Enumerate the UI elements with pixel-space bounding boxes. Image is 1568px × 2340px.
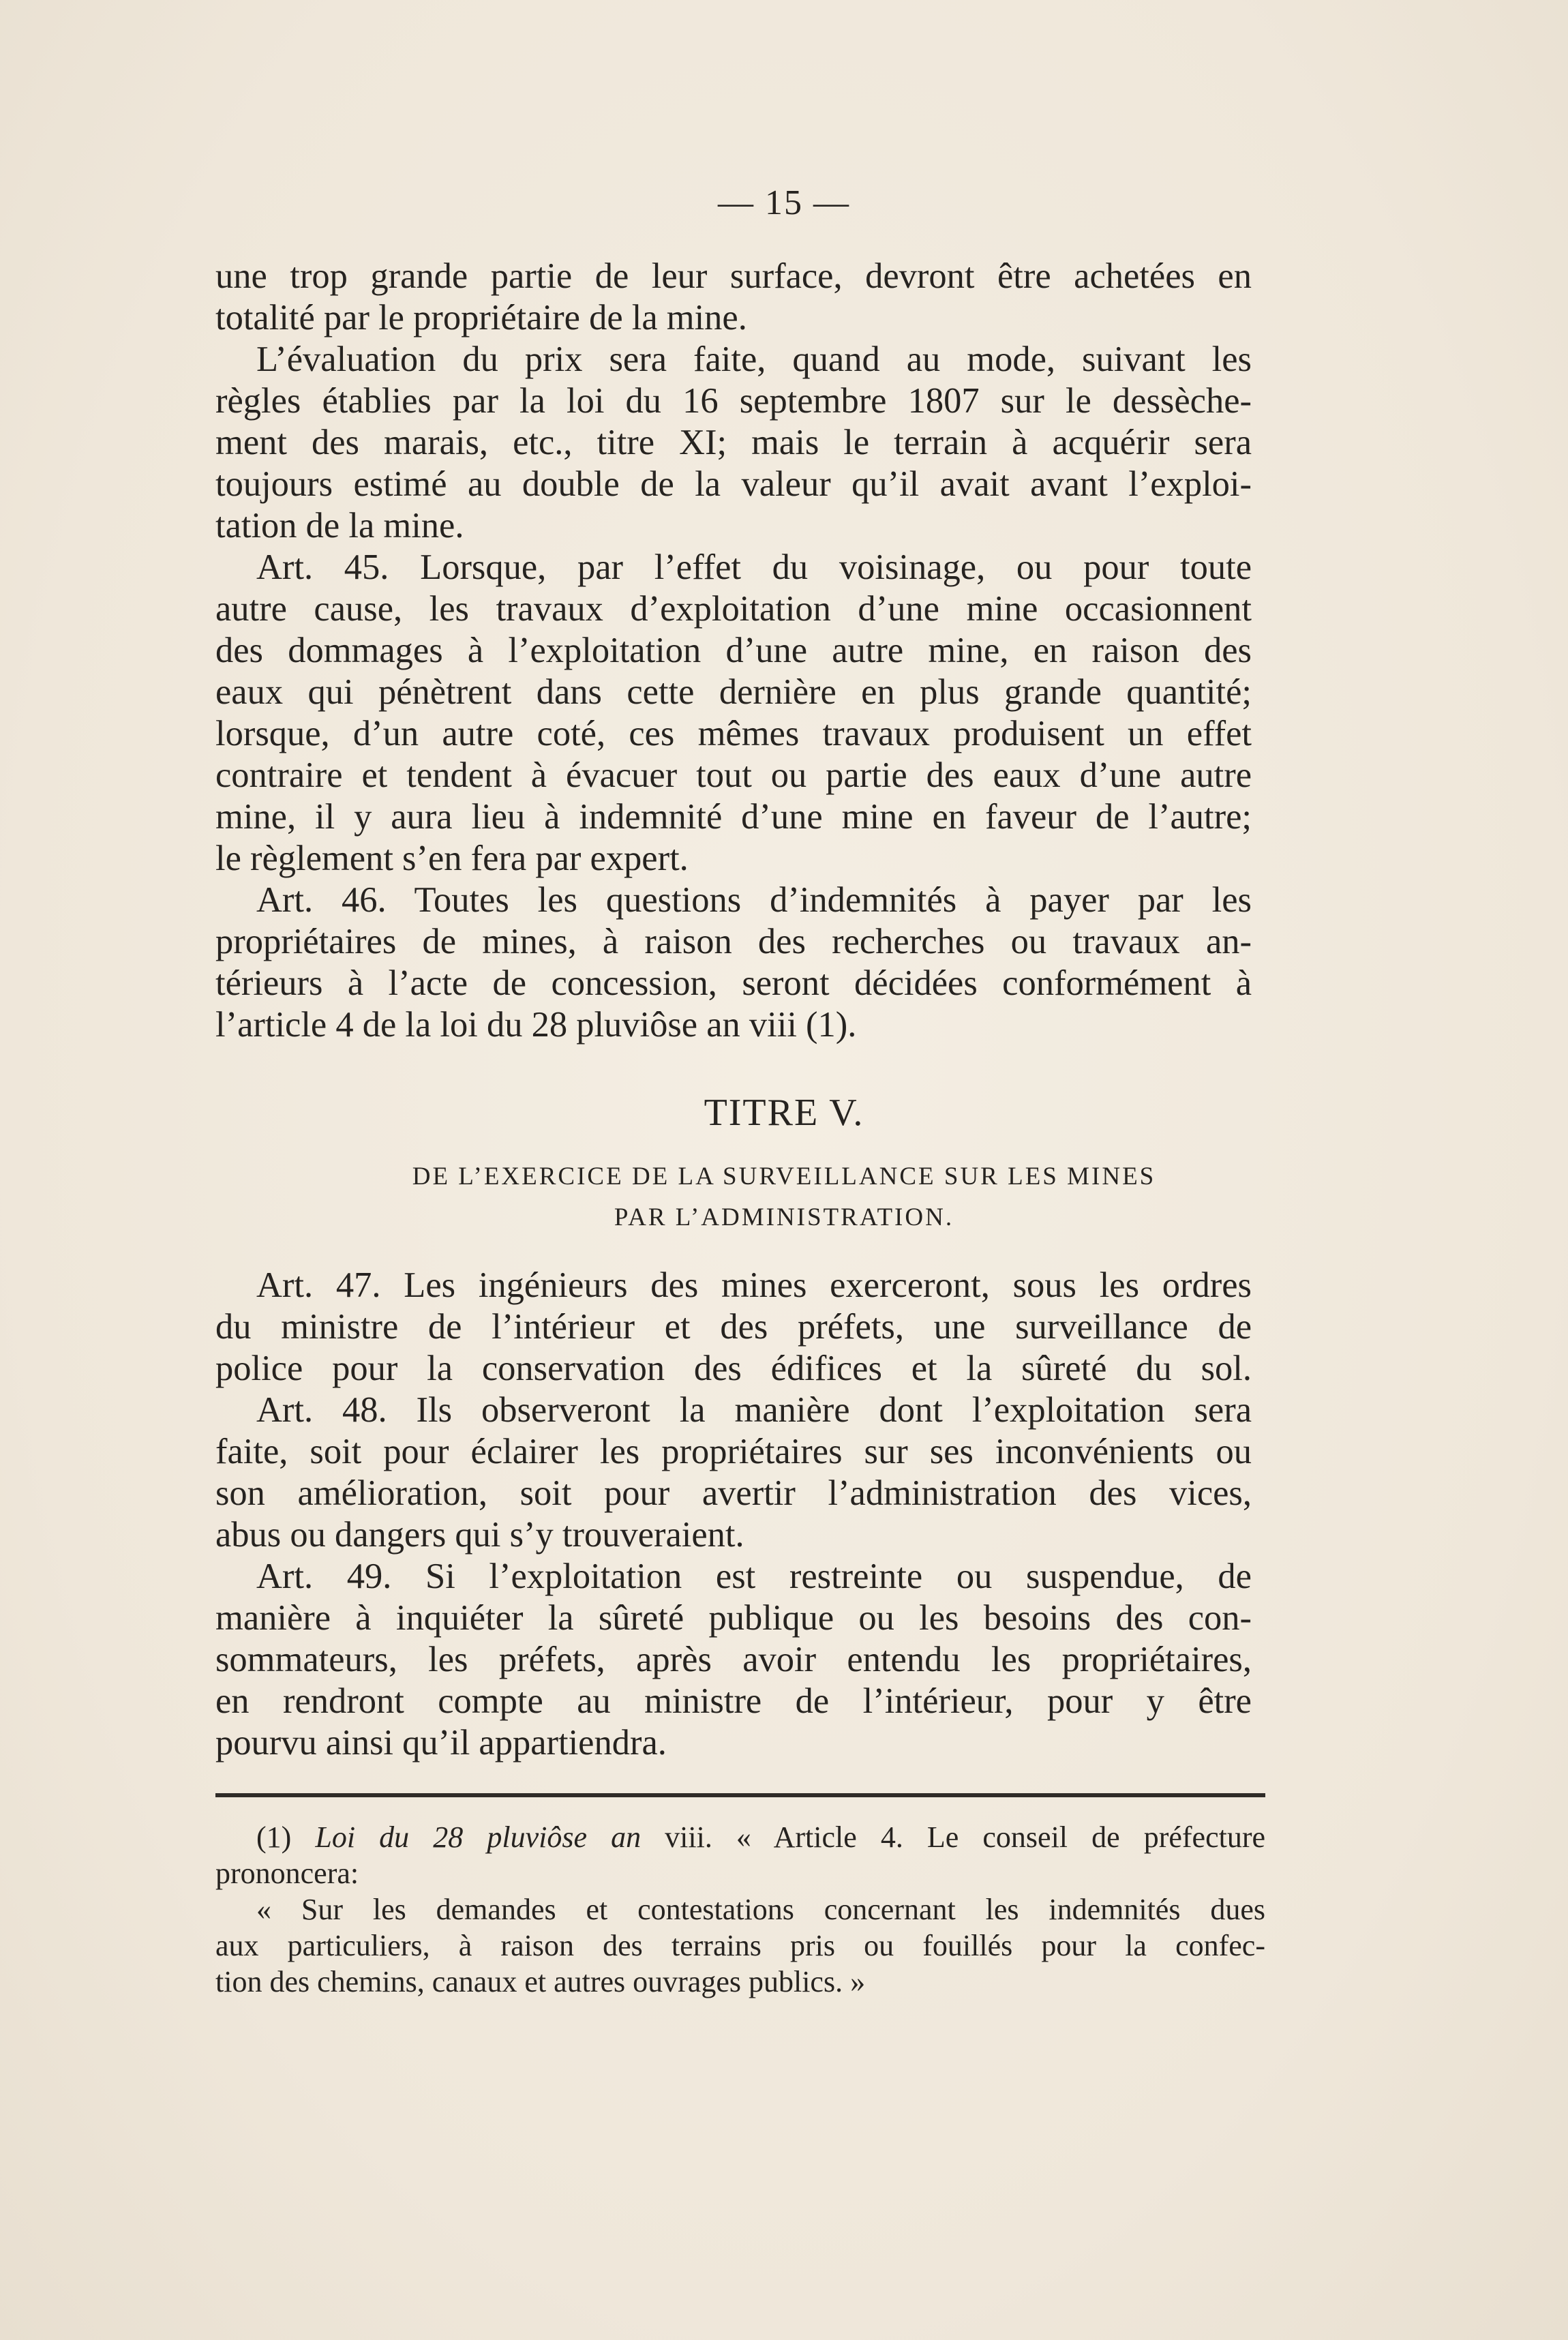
text-line: eaux qui pénètrent dans cette dernière en plus grande quantité; (215, 672, 1252, 712)
text-line: térieurs à l’acte de concession, seront décidées conformément à (215, 963, 1252, 1003)
footnote-text: viii. « Article 4. Le conseil de préfecture (665, 1820, 1266, 1854)
text-line: Art. 48. Ils observeront la manière dont l’exploitation sera (256, 1390, 1252, 1430)
text-line: du ministre de l’intérieur et des préfets, une surveillance de (215, 1307, 1252, 1347)
text-line: police pour la conservation des édifices et la sûreté du sol. (215, 1349, 1252, 1388)
text-line: mine, il y aura lieu à indemnité d’une mine en faveur de l’autre; (215, 797, 1252, 837)
text-line: propriétaires de mines, à raison des recherches ou travaux an- (215, 922, 1252, 961)
footnote-line: tion des chemins, canaux et autres ouvrages publics. » (215, 1965, 866, 1998)
text-line: des dommages à l’exploitation d’une autre mine, en raison des (215, 631, 1252, 670)
text-line: contraire et tendent à évacuer tout ou partie des eaux d’une autre (215, 755, 1252, 795)
text-line: Art. 49. Si l’exploitation est restreinte ou suspendue, de (256, 1557, 1252, 1596)
section-subheading: DE L’EXERCICE DE LA SURVEILLANCE SUR LES MINES (412, 1162, 1156, 1190)
text-line: toujours estimé au double de la valeur qu’il avait avant l’exploi- (215, 464, 1252, 504)
footnote-divider (215, 1793, 1265, 1797)
text-line: Art. 46. Toutes les questions d’indemnités à payer par les (256, 880, 1252, 920)
footnote-line: aux particuliers, à raison des terrains pris ou fouillés pour la confec- (215, 1929, 1265, 1962)
footnote-marker: (1) (256, 1820, 292, 1854)
text-line: Art. 45. Lorsque, par l’effet du voisinage, ou pour toute (256, 548, 1252, 587)
body-text-top (215, 256, 1252, 1046)
section-subheading: PAR L’ADMINISTRATION. (614, 1203, 954, 1231)
footnote-line: prononcera: (215, 1857, 359, 1890)
text-line: autre cause, les travaux d’exploitation d’une mine occasionnent (215, 589, 1252, 629)
body-text-bottom (215, 1265, 1252, 1764)
text-line: pourvu ainsi qu’il appartiendra. (215, 1723, 667, 1762)
text-line: lorsque, d’un autre coté, ces mêmes travaux produisent un effet (215, 714, 1252, 753)
text-line: manière à inquiéter la sûreté publique ou les besoins des con- (215, 1598, 1252, 1638)
text-line: en rendront compte au ministre de l’intérieur, pour y être (215, 1681, 1252, 1721)
footnote (215, 1819, 1265, 2000)
footnote-citation: Loi du 28 pluviôse an (315, 1820, 642, 1854)
text-line: le règlement s’en fera par expert. (215, 839, 689, 878)
footnote-line: « Sur les demandes et contestations concernant les indemnités dues (256, 1893, 1265, 1926)
text-line: tation de la mine. (215, 506, 464, 545)
footnote-line (215, 1819, 1265, 1855)
text-line: ment des marais, etc., titre XI; mais le terrain à acquérir sera (215, 423, 1252, 462)
text-line: l’article 4 de la loi du 28 pluviôse an viii (1). (215, 1005, 857, 1045)
text-line: L’évaluation du prix sera faite, quand au mode, suivant les (256, 340, 1252, 379)
text-line: totalité par le propriétaire de la mine. (215, 298, 747, 338)
page-number: — 15 — (718, 183, 850, 222)
text-line: sommateurs, les préfets, après avoir entendu les propriétaires, (215, 1640, 1252, 1679)
section-title: TITRE V. (704, 1092, 864, 1134)
text-line: son amélioration, soit pour avertir l’administration des vices, (215, 1473, 1252, 1513)
text-line: règles établies par la loi du 16 septembre 1807 sur le dessèche- (215, 381, 1252, 421)
text-line: une trop grande partie de leur surface, devront être achetées en (215, 256, 1252, 296)
text-line: abus ou dangers qui s’y trouveraient. (215, 1515, 744, 1555)
text-line: Art. 47. Les ingénieurs des mines exerceront, sous les ordres (256, 1265, 1252, 1305)
text-line: faite, soit pour éclairer les propriétaires sur ses inconvénients ou (215, 1432, 1252, 1471)
